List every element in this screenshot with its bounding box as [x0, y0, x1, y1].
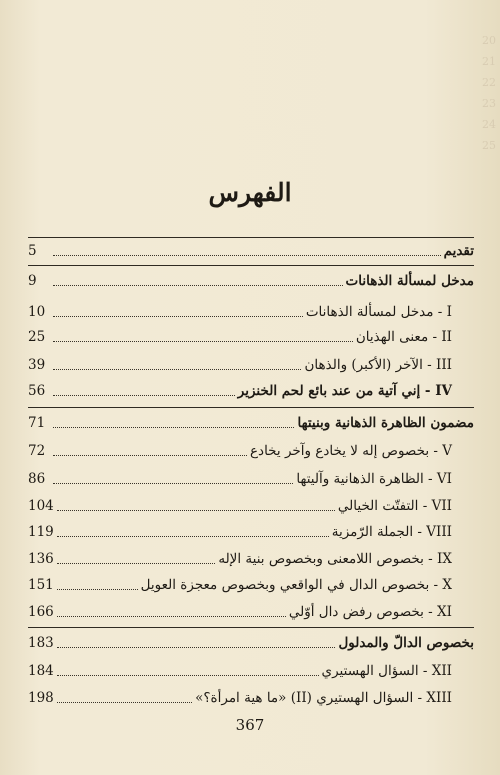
toc-entry — [28, 570, 474, 594]
dot-leader — [53, 427, 294, 428]
dot-leader — [53, 316, 303, 317]
dot-leader — [57, 702, 192, 703]
toc-entry — [28, 236, 474, 260]
toc-entry-label: مضمون الظاهرة الذهانية وبنيتها — [297, 415, 474, 431]
dot-leader — [53, 483, 293, 484]
bleed-number: 25 — [482, 139, 496, 152]
dot-leader — [53, 369, 301, 370]
toc-entry-page: 72 — [28, 443, 46, 459]
toc-entry-label: XIII - السؤال الهستيري (II) «ما هية امرأة؟» — [195, 690, 452, 706]
toc-entry-label: IV - إني آتية من عند بائع لحم الخنزير — [237, 383, 452, 399]
bleed-number: 22 — [482, 76, 496, 89]
bleed-number: 24 — [482, 118, 496, 131]
toc-entry-page: 86 — [28, 471, 46, 487]
toc-entry — [28, 517, 474, 541]
toc-entry-label: III - الآخر (الأكبر) والذهان — [304, 357, 452, 373]
dot-leader — [57, 510, 335, 511]
toc-entry-page: 104 — [28, 498, 54, 514]
toc-entry — [28, 597, 474, 621]
toc-entry-page: 9 — [28, 273, 37, 289]
toc-entry-page: 39 — [28, 357, 46, 373]
dot-leader — [57, 563, 216, 564]
dot-leader — [53, 455, 247, 456]
toc-entry — [28, 464, 474, 488]
toc-entry-label: XI - بخصوص رفض دال أوّلي — [288, 604, 452, 620]
toc-entry-page: 5 — [28, 243, 37, 259]
toc-entry-label: X - بخصوص الدال في الواقعي وبخصوص معجزة العويل — [140, 577, 452, 593]
dot-leader — [53, 341, 353, 342]
toc-entry-page: 71 — [28, 415, 46, 431]
toc-entry-page: 136 — [28, 551, 54, 567]
toc-entry — [28, 656, 474, 680]
dot-leader — [53, 395, 235, 396]
toc-entry — [28, 628, 474, 652]
toc-entry-label: V - بخصوص إله لا يخادع وآخر يخادع — [250, 443, 452, 459]
toc-entry — [28, 436, 474, 460]
toc-entry-label: VI - الظاهرة الذهانية وآليتها — [296, 471, 452, 487]
toc-entry-label: XII - السؤال الهستيري — [321, 663, 452, 679]
bleed-number: 21 — [482, 55, 496, 68]
toc-entry — [28, 297, 474, 321]
toc-entry-page: 183 — [28, 635, 54, 651]
toc-entry-label: مدخل لمسألة الذهانات — [345, 273, 474, 289]
toc-entry-page: 198 — [28, 690, 54, 706]
dot-leader — [57, 647, 336, 648]
toc-entry-label: I - مدخل لمسألة الذهانات — [305, 304, 452, 320]
toc-entry-label: VIII - الجملة الرّمزية — [331, 524, 452, 540]
dot-leader — [53, 285, 343, 286]
toc-entry-label: VII - التفتّت الخيالي — [337, 498, 452, 514]
toc-entry-page: 10 — [28, 304, 46, 320]
toc-entry-page: 119 — [28, 524, 54, 540]
dot-leader — [57, 589, 138, 590]
page-title: الفهرس — [208, 178, 292, 207]
toc-entry-page: 166 — [28, 604, 54, 620]
toc-entry — [28, 266, 474, 290]
toc-entry-page: 56 — [28, 383, 46, 399]
toc-entry — [28, 350, 474, 374]
toc-entry-label: IX - بخصوص اللامعنى وبخصوص بنية الإله — [218, 551, 452, 567]
dot-leader — [57, 616, 286, 617]
dot-leader — [53, 255, 441, 256]
bleed-number: 20 — [482, 34, 496, 47]
toc-entry — [28, 683, 474, 707]
page-number: 367 — [235, 716, 265, 734]
toc-entry — [28, 491, 474, 515]
dot-leader — [57, 536, 329, 537]
toc-entry-page: 25 — [28, 329, 46, 345]
toc-entry-label: تقديم — [443, 243, 474, 259]
bleed-through-numbers — [466, 30, 496, 150]
bleed-number: 23 — [482, 97, 496, 110]
toc-entry-page: 184 — [28, 663, 54, 679]
toc-entry-page: 151 — [28, 577, 54, 593]
toc-entry — [28, 322, 474, 346]
toc-entry-label: بخصوص الدالّ والمدلول — [338, 635, 474, 651]
toc-entry — [28, 376, 474, 400]
toc-entry — [28, 544, 474, 568]
toc-entry-label: II - معنى الهذيان — [355, 329, 452, 345]
dot-leader — [57, 675, 319, 676]
toc-entry — [28, 408, 474, 432]
